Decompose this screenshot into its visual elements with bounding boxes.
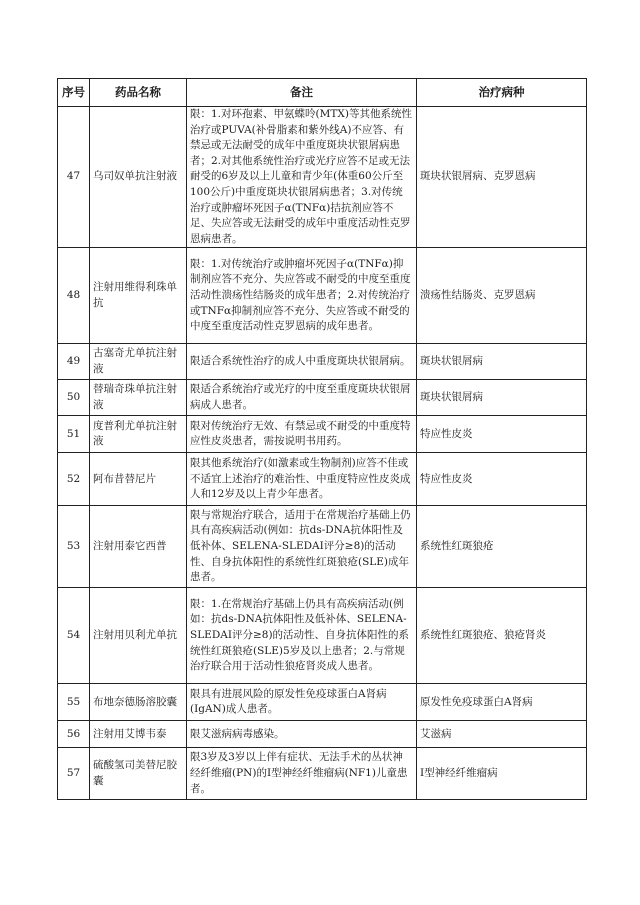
- drug-note: 限：1.对传统治疗或肿瘤坏死因子α(TNFα)抑制剂应答不充分、失应答或不耐受的中度至重度活动性溃疡性结肠炎的成年患者；2.对传统治疗或TNFα抑制剂应答不充分、失应答或不耐受的中度至重度活动性克罗恩病的成年患者。: [187, 248, 417, 344]
- drug-name: 度普利尤单抗注射液: [90, 416, 187, 453]
- table-row: [58, 748, 587, 800]
- disease: 斑块状银屑病: [417, 344, 587, 380]
- row-number: 56: [58, 721, 90, 748]
- disease: 特应性皮炎: [417, 416, 587, 453]
- drug-note: 限与常规治疗联合，适用于在常规治疗基础上仍具有高疾病活动(例如：抗ds-DNA抗体阳性及低补体、SELENA-SLEDAI评分≥8)的活动性、自身抗体阳性的系统性红斑狼疮(SLE)成年患者。: [187, 506, 417, 588]
- drug-note: 限艾滋病病毒感染。: [187, 721, 417, 748]
- disease: 斑块状银屑病、克罗恩病: [417, 107, 587, 248]
- drug-name: 乌司奴单抗注射液: [90, 107, 187, 248]
- drug-name: 古塞奇尤单抗注射液: [90, 344, 187, 380]
- row-number: 55: [58, 684, 90, 721]
- table-row: [58, 248, 587, 344]
- drug-note: 限适合系统治疗或光疗的中度至重度斑块状银屑病成人患者。: [187, 380, 417, 416]
- row-number: 53: [58, 506, 90, 588]
- drug-note: 限适合系统性治疗的成人中重度斑块状银屑病。: [187, 344, 417, 380]
- disease: 原发性免疫球蛋白A肾病: [417, 684, 587, 721]
- table-row: [58, 588, 587, 684]
- drug-name: 注射用艾博韦泰: [90, 721, 187, 748]
- drug-name: 注射用维得利珠单抗: [90, 248, 187, 344]
- drug-note: 限具有进展风险的原发性免疫球蛋白A肾病(IgAN)成人患者。: [187, 684, 417, 721]
- drug-name: 布地奈德肠溶胶囊: [90, 684, 187, 721]
- table-row: [58, 107, 587, 248]
- drug-note: 限其他系统治疗(如激素或生物制剂)应答不佳或不适宜上述治疗的难治性、中重度特应性皮炎成人和12岁及以上青少年患者。: [187, 453, 417, 506]
- row-number: 49: [58, 344, 90, 380]
- drug-table: [57, 78, 587, 800]
- drug-note: 限：1.在常规治疗基础上仍具有高疾病活动(例如：抗ds-DNA抗体阳性及低补体、SELENA-SLEDAI评分≥8)的活动性、自身抗体阳性的系统性红斑狼疮(SLE)5岁及以上患者；2.与常规治疗联合用于活动性狼疮肾炎成人患者。: [187, 588, 417, 684]
- drug-name: 替瑞奇珠单抗注射液: [90, 380, 187, 416]
- drug-name: 硫酸氢司美替尼胶囊: [90, 748, 187, 800]
- row-number: 50: [58, 380, 90, 416]
- drug-name: 阿布昔替尼片: [90, 453, 187, 506]
- drug-note: 限对传统治疗无效、有禁忌或不耐受的中重度特应性皮炎患者，需按说明书用药。: [187, 416, 417, 453]
- header-note: 备注: [187, 79, 417, 107]
- header-no: 序号: [58, 79, 90, 107]
- table-row: [58, 684, 587, 721]
- header-drug-name: 药品名称: [90, 79, 187, 107]
- row-number: 47: [58, 107, 90, 248]
- table-row: [58, 506, 587, 588]
- disease: 艾滋病: [417, 721, 587, 748]
- drug-name: 注射用泰它西普: [90, 506, 187, 588]
- disease: I型神经纤维瘤病: [417, 748, 587, 800]
- table-row: [58, 453, 587, 506]
- row-number: 54: [58, 588, 90, 684]
- disease: 斑块状银屑病: [417, 380, 587, 416]
- drug-name: 注射用贝利尤单抗: [90, 588, 187, 684]
- header-disease: 治疗病种: [417, 79, 587, 107]
- table-row: [58, 721, 587, 748]
- table-row: [58, 416, 587, 453]
- drug-note: 限：1.对环孢素、甲氨蝶呤(MTX)等其他系统性治疗或PUVA(补骨脂素和紫外线A)不应答、有禁忌或无法耐受的成年中重度斑块状银屑病患者；2.对其他系统性治疗或光疗应答不足或无法耐受的6岁及以上儿童和青少年(体重60公斤至100公斤)中重度斑块状银屑病患者；3.对传统治疗或肿瘤坏死因子α(TNFα)拮抗剂应答不足、失应答或无法耐受的成年中重度活动性克罗恩病患者。: [187, 107, 417, 248]
- disease: 系统性红斑狼疮: [417, 506, 587, 588]
- drug-note: 限3岁及3岁以上伴有症状、无法手术的丛状神经纤维瘤(PN)的I型神经纤维瘤病(NF1)儿童患者。: [187, 748, 417, 800]
- row-number: 57: [58, 748, 90, 800]
- row-number: 48: [58, 248, 90, 344]
- table-row: [58, 344, 587, 380]
- disease: 系统性红斑狼疮、狼疮肾炎: [417, 588, 587, 684]
- disease: 溃疡性结肠炎、克罗恩病: [417, 248, 587, 344]
- table-header-row: [58, 79, 587, 107]
- row-number: 51: [58, 416, 90, 453]
- row-number: 52: [58, 453, 90, 506]
- disease: 特应性皮炎: [417, 453, 587, 506]
- table-row: [58, 380, 587, 416]
